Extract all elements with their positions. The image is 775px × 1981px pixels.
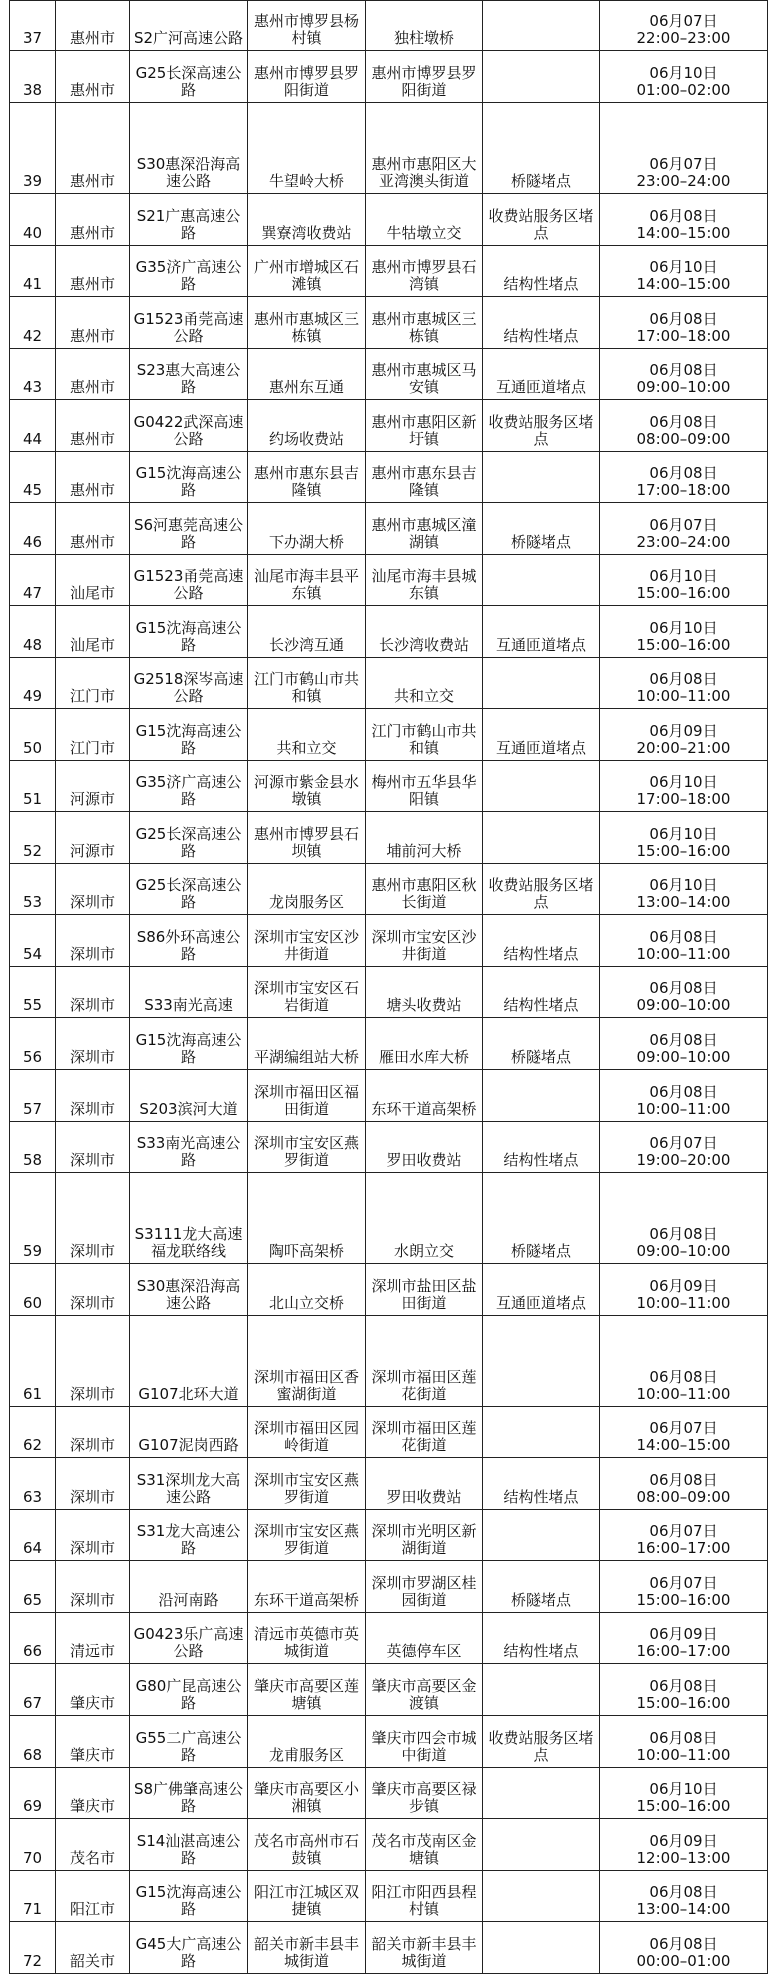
table-row bbox=[10, 1018, 768, 1070]
congestion-type-cell bbox=[483, 451, 600, 503]
start-location-cell: 汕尾市海丰县平东镇 bbox=[248, 554, 366, 606]
congestion-type-cell: 收费站服务区堵点 bbox=[483, 1715, 600, 1767]
start-location-cell: 深圳市宝安区燕罗街道 bbox=[248, 1458, 366, 1510]
congestion-type-cell bbox=[483, 1767, 600, 1819]
end-location-cell: 共和立交 bbox=[366, 657, 483, 709]
end-location-cell: 深圳市福田区莲花街道 bbox=[366, 1315, 483, 1406]
start-location-cell: 深圳市宝安区燕罗街道 bbox=[248, 1509, 366, 1561]
row-number: 56 bbox=[10, 1018, 56, 1070]
time-window-cell: 06月08日 13:00–14:00 bbox=[600, 1870, 768, 1922]
start-location-cell: 惠州市博罗县罗阳街道 bbox=[248, 51, 366, 103]
table-row bbox=[10, 297, 768, 349]
end-location-cell: 江门市鹤山市共和镇 bbox=[366, 709, 483, 761]
start-location-cell: 肇庆市高要区小湘镇 bbox=[248, 1767, 366, 1819]
city-cell: 深圳市 bbox=[56, 966, 130, 1018]
table-body bbox=[10, 1, 768, 1974]
time-window-cell: 06月10日 17:00–18:00 bbox=[600, 760, 768, 812]
city-cell: 惠州市 bbox=[56, 503, 130, 555]
row-number: 43 bbox=[10, 348, 56, 400]
road-cell: S21广惠高速公路 bbox=[130, 193, 248, 245]
city-cell: 汕尾市 bbox=[56, 554, 130, 606]
start-location-cell: 长沙湾互通 bbox=[248, 606, 366, 658]
start-location-cell: 深圳市宝安区石岩街道 bbox=[248, 966, 366, 1018]
road-cell: G1523甬莞高速公路 bbox=[130, 297, 248, 349]
row-number: 58 bbox=[10, 1121, 56, 1173]
time-window-cell: 06月09日 12:00–13:00 bbox=[600, 1819, 768, 1871]
city-cell: 深圳市 bbox=[56, 1458, 130, 1510]
congestion-type-cell: 互通匝道堵点 bbox=[483, 606, 600, 658]
road-cell: S31龙大高速公路 bbox=[130, 1509, 248, 1561]
congestion-type-cell: 结构性堵点 bbox=[483, 1121, 600, 1173]
row-number: 49 bbox=[10, 657, 56, 709]
table-row bbox=[10, 245, 768, 297]
road-cell: S30惠深沿海高速公路 bbox=[130, 1264, 248, 1316]
end-location-cell: 茂名市茂南区金塘镇 bbox=[366, 1819, 483, 1871]
city-cell: 深圳市 bbox=[56, 1315, 130, 1406]
time-window-cell: 06月07日 14:00–15:00 bbox=[600, 1406, 768, 1458]
congestion-type-cell bbox=[483, 51, 600, 103]
start-location-cell: 深圳市宝安区沙井街道 bbox=[248, 915, 366, 967]
time-window-cell: 06月08日 08:00–09:00 bbox=[600, 400, 768, 452]
city-cell: 深圳市 bbox=[56, 1561, 130, 1613]
road-cell: G45大广高速公路 bbox=[130, 1922, 248, 1974]
time-window-cell: 06月08日 08:00–09:00 bbox=[600, 1458, 768, 1510]
time-window-cell: 06月08日 09:00–10:00 bbox=[600, 1173, 768, 1264]
table-row bbox=[10, 1, 768, 51]
congestion-type-cell: 结构性堵点 bbox=[483, 1612, 600, 1664]
road-cell: G2518深岑高速公路 bbox=[130, 657, 248, 709]
congestion-type-cell bbox=[483, 1406, 600, 1458]
end-location-cell: 韶关市新丰县丰城街道 bbox=[366, 1922, 483, 1974]
time-window-cell: 06月08日 09:00–10:00 bbox=[600, 348, 768, 400]
road-cell: S30惠深沿海高速公路 bbox=[130, 102, 248, 193]
row-number: 60 bbox=[10, 1264, 56, 1316]
table-row bbox=[10, 1070, 768, 1122]
congestion-type-cell: 桥隧堵点 bbox=[483, 1173, 600, 1264]
city-cell: 肇庆市 bbox=[56, 1664, 130, 1716]
row-number: 63 bbox=[10, 1458, 56, 1510]
time-window-cell: 06月08日 10:00–11:00 bbox=[600, 657, 768, 709]
start-location-cell: 巽寮湾收费站 bbox=[248, 193, 366, 245]
start-location-cell: 约场收费站 bbox=[248, 400, 366, 452]
road-cell: G25长深高速公路 bbox=[130, 51, 248, 103]
time-window-cell: 06月08日 10:00–11:00 bbox=[600, 1070, 768, 1122]
table-row bbox=[10, 451, 768, 503]
city-cell: 深圳市 bbox=[56, 1509, 130, 1561]
end-location-cell: 惠州市惠城区潼湖镇 bbox=[366, 503, 483, 555]
time-window-cell: 06月10日 14:00–15:00 bbox=[600, 245, 768, 297]
road-cell: S31深圳龙大高速公路 bbox=[130, 1458, 248, 1510]
road-cell: G15沈海高速公路 bbox=[130, 451, 248, 503]
time-window-cell: 06月10日 15:00–16:00 bbox=[600, 554, 768, 606]
end-location-cell: 惠州市博罗县罗阳街道 bbox=[366, 51, 483, 103]
row-number: 71 bbox=[10, 1870, 56, 1922]
city-cell: 茂名市 bbox=[56, 1819, 130, 1871]
end-location-cell: 深圳市盐田区盐田街道 bbox=[366, 1264, 483, 1316]
table-row bbox=[10, 1767, 768, 1819]
table-row bbox=[10, 503, 768, 555]
row-number: 53 bbox=[10, 863, 56, 915]
end-location-cell: 汕尾市海丰县城东镇 bbox=[366, 554, 483, 606]
congestion-type-cell bbox=[483, 760, 600, 812]
city-cell: 江门市 bbox=[56, 657, 130, 709]
city-cell: 惠州市 bbox=[56, 102, 130, 193]
start-location-cell: 韶关市新丰县丰城街道 bbox=[248, 1922, 366, 1974]
congestion-type-cell: 互通匝道堵点 bbox=[483, 709, 600, 761]
table-row bbox=[10, 1870, 768, 1922]
city-cell: 惠州市 bbox=[56, 1, 130, 51]
road-cell: G15沈海高速公路 bbox=[130, 1870, 248, 1922]
start-location-cell: 惠州市博罗县石坝镇 bbox=[248, 812, 366, 864]
road-cell: G0423乐广高速公路 bbox=[130, 1612, 248, 1664]
start-location-cell: 江门市鹤山市共和镇 bbox=[248, 657, 366, 709]
road-cell: G80广昆高速公路 bbox=[130, 1664, 248, 1716]
road-cell: G107北环大道 bbox=[130, 1315, 248, 1406]
congestion-type-cell: 结构性堵点 bbox=[483, 966, 600, 1018]
table-row bbox=[10, 812, 768, 864]
congestion-type-cell: 结构性堵点 bbox=[483, 297, 600, 349]
road-cell: G1523甬莞高速公路 bbox=[130, 554, 248, 606]
end-location-cell: 肇庆市高要区金渡镇 bbox=[366, 1664, 483, 1716]
table-row bbox=[10, 1664, 768, 1716]
end-location-cell: 独柱墩桥 bbox=[366, 1, 483, 51]
city-cell: 深圳市 bbox=[56, 1173, 130, 1264]
start-location-cell: 龙岗服务区 bbox=[248, 863, 366, 915]
time-window-cell: 06月10日 15:00–16:00 bbox=[600, 812, 768, 864]
table-row bbox=[10, 1819, 768, 1871]
road-cell: S33南光高速 bbox=[130, 966, 248, 1018]
congestion-type-cell: 结构性堵点 bbox=[483, 245, 600, 297]
city-cell: 深圳市 bbox=[56, 863, 130, 915]
city-cell: 清远市 bbox=[56, 1612, 130, 1664]
start-location-cell: 陶吓高架桥 bbox=[248, 1173, 366, 1264]
end-location-cell: 惠州市惠阳区新圩镇 bbox=[366, 400, 483, 452]
row-number: 64 bbox=[10, 1509, 56, 1561]
city-cell: 深圳市 bbox=[56, 1070, 130, 1122]
row-number: 42 bbox=[10, 297, 56, 349]
end-location-cell: 梅州市五华县华阳镇 bbox=[366, 760, 483, 812]
congestion-type-cell: 互通匝道堵点 bbox=[483, 348, 600, 400]
table-row bbox=[10, 1315, 768, 1406]
table-row bbox=[10, 1121, 768, 1173]
city-cell: 惠州市 bbox=[56, 400, 130, 452]
end-location-cell: 惠州市惠城区马安镇 bbox=[366, 348, 483, 400]
start-location-cell: 共和立交 bbox=[248, 709, 366, 761]
city-cell: 韶关市 bbox=[56, 1922, 130, 1974]
road-cell: G15沈海高速公路 bbox=[130, 606, 248, 658]
road-cell: G35济广高速公路 bbox=[130, 245, 248, 297]
congestion-type-cell: 收费站服务区堵点 bbox=[483, 400, 600, 452]
table-row bbox=[10, 1406, 768, 1458]
end-location-cell: 肇庆市四会市城中街道 bbox=[366, 1715, 483, 1767]
time-window-cell: 06月07日 19:00–20:00 bbox=[600, 1121, 768, 1173]
congestion-type-cell bbox=[483, 1664, 600, 1716]
row-number: 41 bbox=[10, 245, 56, 297]
congestion-type-cell bbox=[483, 1315, 600, 1406]
row-number: 39 bbox=[10, 102, 56, 193]
road-cell: G107泥岗西路 bbox=[130, 1406, 248, 1458]
congestion-type-cell bbox=[483, 1509, 600, 1561]
road-cell: S23惠大高速公路 bbox=[130, 348, 248, 400]
table-row bbox=[10, 1173, 768, 1264]
row-number: 46 bbox=[10, 503, 56, 555]
row-number: 70 bbox=[10, 1819, 56, 1871]
table-row bbox=[10, 1922, 768, 1974]
city-cell: 惠州市 bbox=[56, 193, 130, 245]
time-window-cell: 06月10日 15:00–16:00 bbox=[600, 1767, 768, 1819]
end-location-cell: 埔前河大桥 bbox=[366, 812, 483, 864]
row-number: 57 bbox=[10, 1070, 56, 1122]
city-cell: 河源市 bbox=[56, 760, 130, 812]
start-location-cell: 北山立交桥 bbox=[248, 1264, 366, 1316]
start-location-cell: 惠州市惠城区三栋镇 bbox=[248, 297, 366, 349]
end-location-cell: 肇庆市高要区禄步镇 bbox=[366, 1767, 483, 1819]
congestion-type-cell: 收费站服务区堵点 bbox=[483, 863, 600, 915]
start-location-cell: 平湖编组站大桥 bbox=[248, 1018, 366, 1070]
city-cell: 深圳市 bbox=[56, 1121, 130, 1173]
table-row bbox=[10, 348, 768, 400]
table-row bbox=[10, 657, 768, 709]
row-number: 62 bbox=[10, 1406, 56, 1458]
time-window-cell: 06月08日 17:00–18:00 bbox=[600, 451, 768, 503]
start-location-cell: 河源市紫金县水墩镇 bbox=[248, 760, 366, 812]
table-row bbox=[10, 1612, 768, 1664]
city-cell: 惠州市 bbox=[56, 51, 130, 103]
table-row bbox=[10, 1509, 768, 1561]
road-cell: G35济广高速公路 bbox=[130, 760, 248, 812]
table-row bbox=[10, 863, 768, 915]
table-row bbox=[10, 915, 768, 967]
table-row bbox=[10, 1561, 768, 1613]
end-location-cell: 深圳市福田区莲花街道 bbox=[366, 1406, 483, 1458]
road-cell: G0422武深高速公路 bbox=[130, 400, 248, 452]
row-number: 51 bbox=[10, 760, 56, 812]
time-window-cell: 06月08日 10:00–11:00 bbox=[600, 1315, 768, 1406]
congestion-type-cell bbox=[483, 812, 600, 864]
row-number: 45 bbox=[10, 451, 56, 503]
road-cell: S86外环高速公路 bbox=[130, 915, 248, 967]
congestion-type-cell: 桥隧堵点 bbox=[483, 1018, 600, 1070]
city-cell: 深圳市 bbox=[56, 1264, 130, 1316]
time-window-cell: 06月08日 00:00–01:00 bbox=[600, 1922, 768, 1974]
road-cell: G55二广高速公路 bbox=[130, 1715, 248, 1767]
table-row bbox=[10, 966, 768, 1018]
congestion-type-cell bbox=[483, 1922, 600, 1974]
time-window-cell: 06月08日 09:00–10:00 bbox=[600, 1018, 768, 1070]
row-number: 61 bbox=[10, 1315, 56, 1406]
table-row bbox=[10, 760, 768, 812]
road-cell: G25长深高速公路 bbox=[130, 863, 248, 915]
congestion-type-cell bbox=[483, 1819, 600, 1871]
time-window-cell: 06月07日 23:00–24:00 bbox=[600, 503, 768, 555]
time-window-cell: 06月10日 13:00–14:00 bbox=[600, 863, 768, 915]
city-cell: 肇庆市 bbox=[56, 1767, 130, 1819]
city-cell: 阳江市 bbox=[56, 1870, 130, 1922]
table-row bbox=[10, 1715, 768, 1767]
row-number: 54 bbox=[10, 915, 56, 967]
time-window-cell: 06月08日 09:00–10:00 bbox=[600, 966, 768, 1018]
time-window-cell: 06月08日 10:00–11:00 bbox=[600, 915, 768, 967]
end-location-cell: 罗田收费站 bbox=[366, 1458, 483, 1510]
table-row bbox=[10, 51, 768, 103]
congestion-type-cell bbox=[483, 1070, 600, 1122]
table-row bbox=[10, 554, 768, 606]
end-location-cell: 惠州市惠城区三栋镇 bbox=[366, 297, 483, 349]
road-cell: S203滨河大道 bbox=[130, 1070, 248, 1122]
start-location-cell: 深圳市宝安区燕罗街道 bbox=[248, 1121, 366, 1173]
congestion-type-cell: 桥隧堵点 bbox=[483, 503, 600, 555]
end-location-cell: 罗田收费站 bbox=[366, 1121, 483, 1173]
city-cell: 深圳市 bbox=[56, 1018, 130, 1070]
start-location-cell: 下办湖大桥 bbox=[248, 503, 366, 555]
row-number: 50 bbox=[10, 709, 56, 761]
row-number: 52 bbox=[10, 812, 56, 864]
time-window-cell: 06月08日 10:00–11:00 bbox=[600, 1715, 768, 1767]
congestion-type-cell: 桥隧堵点 bbox=[483, 102, 600, 193]
start-location-cell: 肇庆市高要区莲塘镇 bbox=[248, 1664, 366, 1716]
time-window-cell: 06月07日 23:00–24:00 bbox=[600, 102, 768, 193]
city-cell: 惠州市 bbox=[56, 297, 130, 349]
city-cell: 汕尾市 bbox=[56, 606, 130, 658]
start-location-cell: 阳江市江城区双捷镇 bbox=[248, 1870, 366, 1922]
start-location-cell: 东环干道高架桥 bbox=[248, 1561, 366, 1613]
road-cell: 沿河南路 bbox=[130, 1561, 248, 1613]
time-window-cell: 06月09日 10:00–11:00 bbox=[600, 1264, 768, 1316]
end-location-cell: 阳江市阳西县程村镇 bbox=[366, 1870, 483, 1922]
road-cell: S3111龙大高速福龙联络线 bbox=[130, 1173, 248, 1264]
city-cell: 惠州市 bbox=[56, 348, 130, 400]
road-cell: G15沈海高速公路 bbox=[130, 1018, 248, 1070]
congestion-type-cell: 结构性堵点 bbox=[483, 1458, 600, 1510]
end-location-cell: 深圳市宝安区沙井街道 bbox=[366, 915, 483, 967]
start-location-cell: 龙甫服务区 bbox=[248, 1715, 366, 1767]
row-number: 37 bbox=[10, 1, 56, 51]
city-cell: 深圳市 bbox=[56, 1406, 130, 1458]
time-window-cell: 06月09日 16:00–17:00 bbox=[600, 1612, 768, 1664]
start-location-cell: 深圳市福田区福田街道 bbox=[248, 1070, 366, 1122]
row-number: 59 bbox=[10, 1173, 56, 1264]
congestion-type-cell bbox=[483, 1, 600, 51]
start-location-cell: 惠州市惠东县吉隆镇 bbox=[248, 451, 366, 503]
city-cell: 肇庆市 bbox=[56, 1715, 130, 1767]
start-location-cell: 深圳市福田区香蜜湖街道 bbox=[248, 1315, 366, 1406]
time-window-cell: 06月07日 22:00–23:00 bbox=[600, 1, 768, 51]
road-cell: G15沈海高速公路 bbox=[130, 709, 248, 761]
road-cell: S6河惠莞高速公路 bbox=[130, 503, 248, 555]
city-cell: 河源市 bbox=[56, 812, 130, 864]
city-cell: 惠州市 bbox=[56, 451, 130, 503]
end-location-cell: 塘头收费站 bbox=[366, 966, 483, 1018]
start-location-cell: 茂名市高州市石鼓镇 bbox=[248, 1819, 366, 1871]
row-number: 47 bbox=[10, 554, 56, 606]
congestion-type-cell: 互通匝道堵点 bbox=[483, 1264, 600, 1316]
table-row bbox=[10, 606, 768, 658]
start-location-cell: 广州市增城区石滩镇 bbox=[248, 245, 366, 297]
end-location-cell: 长沙湾收费站 bbox=[366, 606, 483, 658]
table-row bbox=[10, 709, 768, 761]
congestion-type-cell bbox=[483, 657, 600, 709]
time-window-cell: 06月08日 17:00–18:00 bbox=[600, 297, 768, 349]
row-number: 72 bbox=[10, 1922, 56, 1974]
road-cell: S2广河高速公路 bbox=[130, 1, 248, 51]
time-window-cell: 06月10日 15:00–16:00 bbox=[600, 606, 768, 658]
table-row bbox=[10, 102, 768, 193]
start-location-cell: 牛望岭大桥 bbox=[248, 102, 366, 193]
congestion-points-table bbox=[9, 0, 768, 1974]
table-row bbox=[10, 1458, 768, 1510]
city-cell: 惠州市 bbox=[56, 245, 130, 297]
time-window-cell: 06月08日 14:00–15:00 bbox=[600, 193, 768, 245]
start-location-cell: 惠州市博罗县杨村镇 bbox=[248, 1, 366, 51]
row-number: 66 bbox=[10, 1612, 56, 1664]
road-cell: G25长深高速公路 bbox=[130, 812, 248, 864]
congestion-type-cell: 收费站服务区堵点 bbox=[483, 193, 600, 245]
row-number: 44 bbox=[10, 400, 56, 452]
time-window-cell: 06月09日 20:00–21:00 bbox=[600, 709, 768, 761]
time-window-cell: 06月07日 15:00–16:00 bbox=[600, 1561, 768, 1613]
end-location-cell: 惠州市惠阳区秋长街道 bbox=[366, 863, 483, 915]
table-row bbox=[10, 1264, 768, 1316]
road-cell: S8广佛肇高速公路 bbox=[130, 1767, 248, 1819]
time-window-cell: 06月08日 15:00–16:00 bbox=[600, 1664, 768, 1716]
end-location-cell: 牛牯墩立交 bbox=[366, 193, 483, 245]
end-location-cell: 东环干道高架桥 bbox=[366, 1070, 483, 1122]
row-number: 67 bbox=[10, 1664, 56, 1716]
row-number: 68 bbox=[10, 1715, 56, 1767]
row-number: 48 bbox=[10, 606, 56, 658]
end-location-cell: 惠州市惠东县吉隆镇 bbox=[366, 451, 483, 503]
time-window-cell: 06月10日 01:00–02:00 bbox=[600, 51, 768, 103]
end-location-cell: 惠州市博罗县石湾镇 bbox=[366, 245, 483, 297]
city-cell: 深圳市 bbox=[56, 915, 130, 967]
time-window-cell: 06月07日 16:00–17:00 bbox=[600, 1509, 768, 1561]
congestion-type-cell: 桥隧堵点 bbox=[483, 1561, 600, 1613]
end-location-cell: 水朗立交 bbox=[366, 1173, 483, 1264]
congestion-type-cell bbox=[483, 1870, 600, 1922]
table-row bbox=[10, 400, 768, 452]
row-number: 38 bbox=[10, 51, 56, 103]
road-cell: S14汕湛高速公路 bbox=[130, 1819, 248, 1871]
table-row bbox=[10, 193, 768, 245]
end-location-cell: 英德停车区 bbox=[366, 1612, 483, 1664]
end-location-cell: 深圳市罗湖区桂园街道 bbox=[366, 1561, 483, 1613]
row-number: 55 bbox=[10, 966, 56, 1018]
road-cell: S33南光高速公路 bbox=[130, 1121, 248, 1173]
row-number: 40 bbox=[10, 193, 56, 245]
congestion-type-cell: 结构性堵点 bbox=[483, 915, 600, 967]
end-location-cell: 深圳市光明区新湖街道 bbox=[366, 1509, 483, 1561]
start-location-cell: 惠州东互通 bbox=[248, 348, 366, 400]
start-location-cell: 清远市英德市英城街道 bbox=[248, 1612, 366, 1664]
row-number: 69 bbox=[10, 1767, 56, 1819]
end-location-cell: 惠州市惠阳区大亚湾澳头街道 bbox=[366, 102, 483, 193]
congestion-type-cell bbox=[483, 554, 600, 606]
start-location-cell: 深圳市福田区园岭街道 bbox=[248, 1406, 366, 1458]
end-location-cell: 雁田水库大桥 bbox=[366, 1018, 483, 1070]
row-number: 65 bbox=[10, 1561, 56, 1613]
city-cell: 江门市 bbox=[56, 709, 130, 761]
